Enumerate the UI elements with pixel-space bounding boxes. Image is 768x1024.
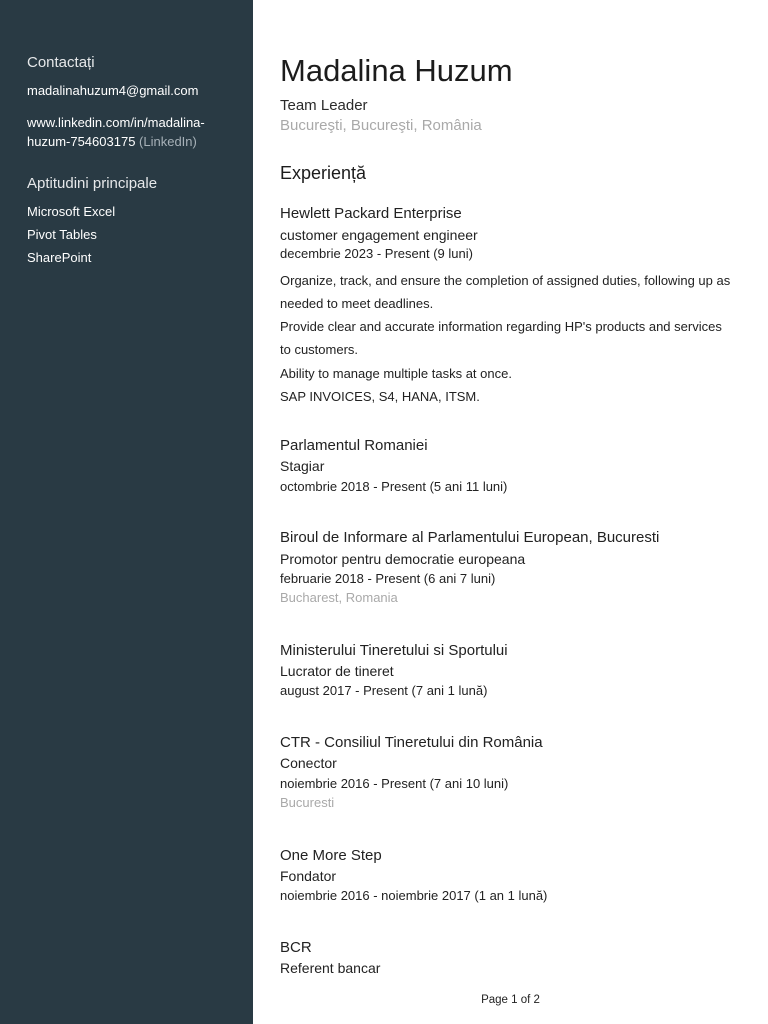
job-dates: august 2017 - Present (7 ani 1 lună) xyxy=(280,683,488,698)
page-footer xyxy=(0,994,768,1006)
job-dates: octombrie 2018 - Present (5 ani 11 luni) xyxy=(280,479,508,494)
job-role: Fondator xyxy=(280,868,337,884)
job-description-line: to customers. xyxy=(280,342,359,357)
job-role: Promotor pentru democratie europeana xyxy=(280,551,526,567)
email-link[interactable]: madalinahuzum4@gmail.com xyxy=(27,83,199,98)
job-role: Stagiar xyxy=(280,458,325,474)
contact-heading: Contactați xyxy=(27,54,95,71)
skill-item: SharePoint xyxy=(27,250,92,265)
page-number: Page 1 of 2 xyxy=(481,994,540,1006)
job-dates: noiembrie 2016 - noiembrie 2017 (1 an 1 lună) xyxy=(280,888,548,903)
job-role: Referent bancar xyxy=(280,960,381,976)
linkedin-url-line2-text: huzum-754603175 xyxy=(27,134,136,149)
job-company: Ministerului Tineretului si Sportului xyxy=(280,642,508,659)
linkedin-link[interactable] xyxy=(27,113,205,151)
sidebar xyxy=(0,0,253,1024)
job-location: Bucuresti xyxy=(280,795,335,810)
headline: Team Leader xyxy=(280,97,368,114)
job-company: One More Step xyxy=(280,847,382,864)
skill-item: Microsoft Excel xyxy=(27,204,116,219)
person-name: Madalina Huzum xyxy=(280,53,513,88)
main-content xyxy=(280,0,750,1024)
linkedin-suffix: (LinkedIn) xyxy=(139,134,197,149)
job-company: CTR - Consiliul Tineretului din România xyxy=(280,734,543,751)
job-company: BCR xyxy=(280,939,312,956)
job-dates: februarie 2018 - Present (6 ani 7 luni) xyxy=(280,571,496,586)
job-dates: noiembrie 2016 - Present (7 ani 10 luni) xyxy=(280,776,509,791)
location: Bucureşti, Bucureşti, România xyxy=(280,117,482,134)
experience-heading: Experiență xyxy=(280,163,367,183)
job-description-line: SAP INVOICES, S4, HANA, ITSM. xyxy=(280,389,480,404)
job-location: Bucharest, Romania xyxy=(280,590,398,605)
job-company: Parlamentul Romaniei xyxy=(280,437,428,454)
job-role: Conector xyxy=(280,755,337,771)
job-company: Biroul de Informare al Parlamentului European, Bucuresti xyxy=(280,529,660,546)
job-description-line: Provide clear and accurate information regarding HP's products and services xyxy=(280,319,722,334)
job-description-line: Ability to manage multiple tasks at once. xyxy=(280,366,512,381)
job-role: Lucrator de tineret xyxy=(280,663,394,679)
linkedin-url-line2 xyxy=(27,132,205,151)
skills-heading: Aptitudini principale xyxy=(27,175,158,192)
skill-item: Pivot Tables xyxy=(27,227,97,242)
job-company: Hewlett Packard Enterprise xyxy=(280,205,462,222)
job-role: customer engagement engineer xyxy=(280,227,478,243)
job-description-line: Organize, track, and ensure the completion of assigned duties, following up as xyxy=(280,273,731,288)
job-description-line: needed to meet deadlines. xyxy=(280,296,434,311)
linkedin-url-line1: www.linkedin.com/in/madalina- xyxy=(27,115,205,130)
job-dates: decembrie 2023 - Present (9 luni) xyxy=(280,246,473,261)
